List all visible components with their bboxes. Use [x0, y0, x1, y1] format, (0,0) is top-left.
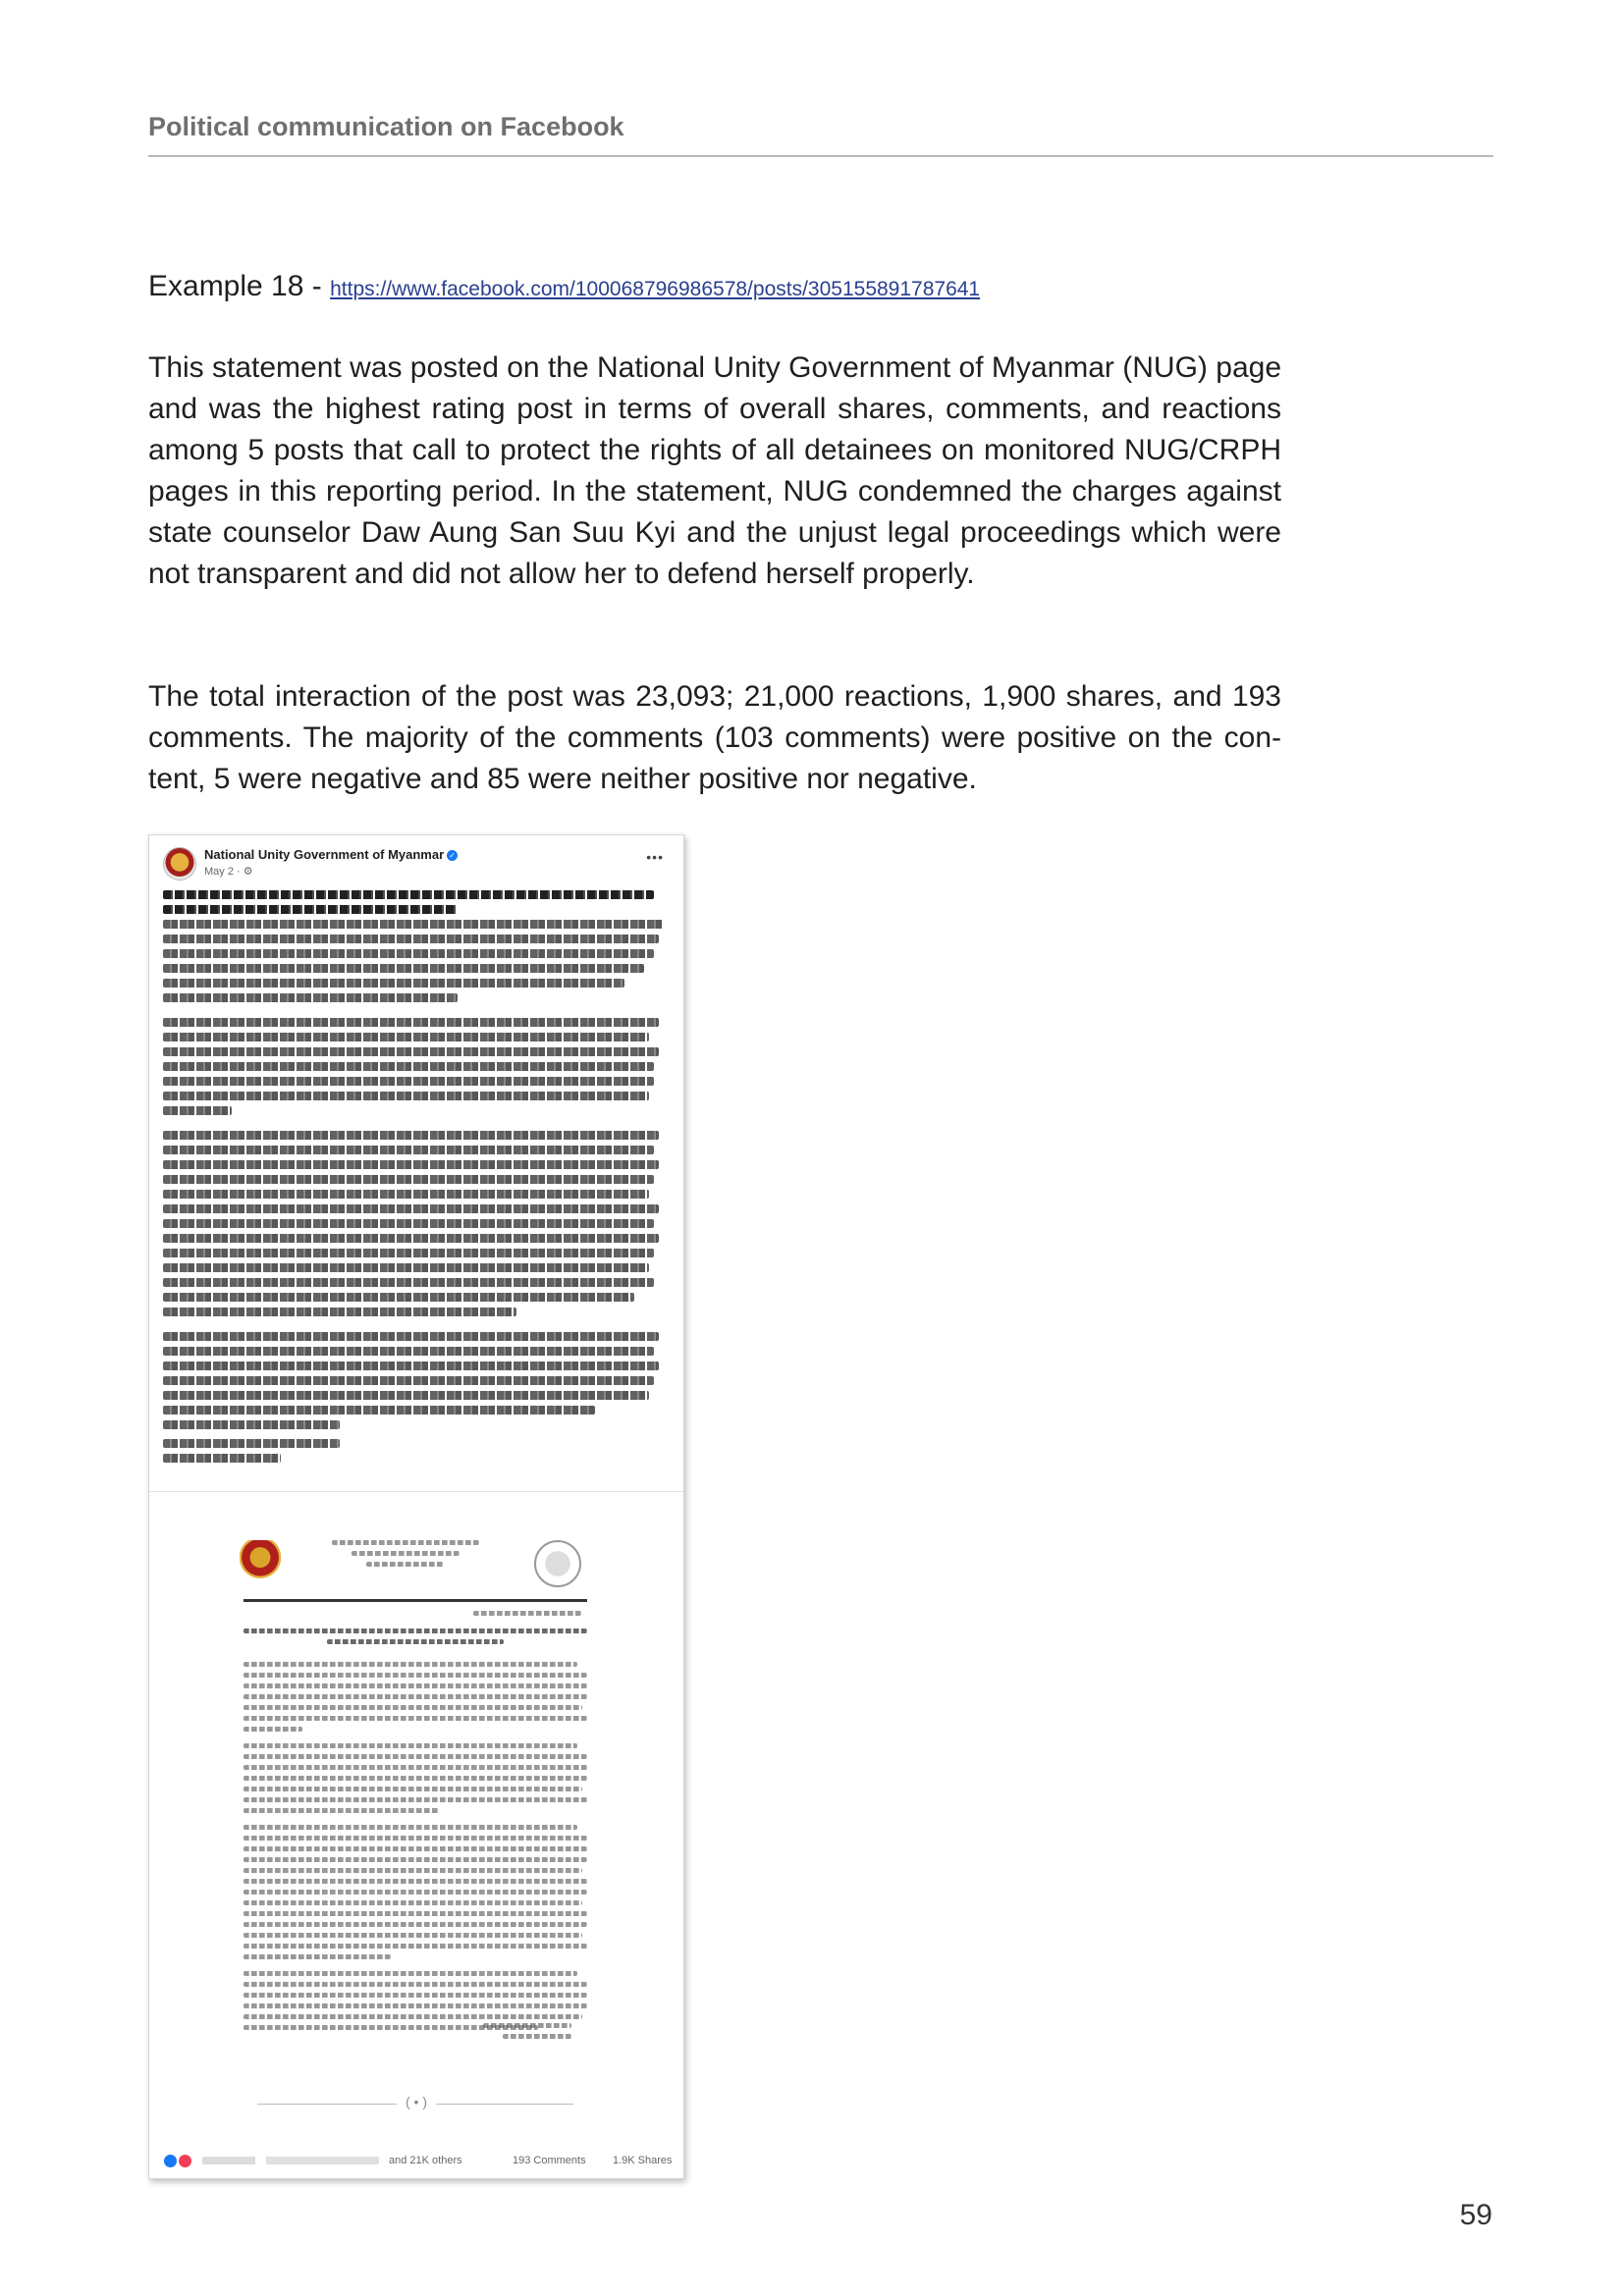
shares-count[interactable]: 1.9K Shares: [613, 2155, 673, 2166]
post-date[interactable]: May 2 · ⚙: [204, 866, 253, 878]
ministry-seal-icon: [534, 1540, 581, 1587]
running-header: Political communication on Facebook: [148, 112, 624, 141]
page-name[interactable]: National Unity Government of Myanmar: [204, 847, 445, 862]
facebook-post-screenshot: [148, 834, 684, 2179]
header-divider: [148, 155, 1493, 157]
document-end-mark: ( • ): [397, 2094, 436, 2109]
example-label: Example 18 -: [148, 270, 322, 302]
document-letterhead: [322, 1540, 489, 1573]
document-body: [244, 1662, 587, 2036]
document-signature: [483, 2023, 581, 2045]
verified-badge-icon: ✓: [447, 850, 458, 861]
post-image-divider: [149, 1491, 683, 1492]
love-reaction-icon: [178, 2154, 192, 2168]
post-body-text: [163, 890, 674, 1468]
state-emblem-icon: [240, 1540, 281, 1583]
document-date: [473, 1611, 581, 1622]
reactions-count[interactable]: and 21K others: [389, 2155, 462, 2166]
post-engagement-bar: [163, 2153, 673, 2170]
example-link[interactable]: https://www.facebook.com/100068796986578/posts/305155891787641: [330, 278, 981, 300]
document-title: [244, 1629, 587, 1650]
page-number: 59: [1459, 2199, 1492, 2231]
example-heading: [148, 270, 1376, 303]
paragraph-interactions: The total interaction of the post was 23,093; 21,000 reactions, 1,900 shares, and 193 comments. The majority of the comments (103 comments) were positive on the con-tent, 5 were negative and 85 were neither positive nor negative.: [148, 680, 1281, 795]
comments-count[interactable]: 193 Comments: [513, 2155, 586, 2166]
blurred-reactor-names: [202, 2157, 379, 2164]
page-avatar[interactable]: [163, 847, 196, 881]
paragraph-statement: This statement was posted on the National Unity Government of Myanmar (NUG) page and was the highest rating post in terms of overall shares, comments, and reactions among 5 posts that call to protect the rights of all detainees on monitored NUG/CRPH pages in this reporting period. In the statement, NUG condemned the charges against state counselor Daw Aung San Suu Kyi and the unjust legal proceedings which were not transparent and did not allow her to defend herself properly.: [148, 351, 1281, 590]
document-header-rule: [244, 1599, 587, 1602]
post-header: [163, 845, 670, 884]
page-name-row: [204, 847, 458, 862]
more-options-icon[interactable]: •••: [646, 849, 664, 865]
reactions-icon-group[interactable]: [163, 2154, 189, 2171]
like-reaction-icon: [163, 2154, 178, 2168]
